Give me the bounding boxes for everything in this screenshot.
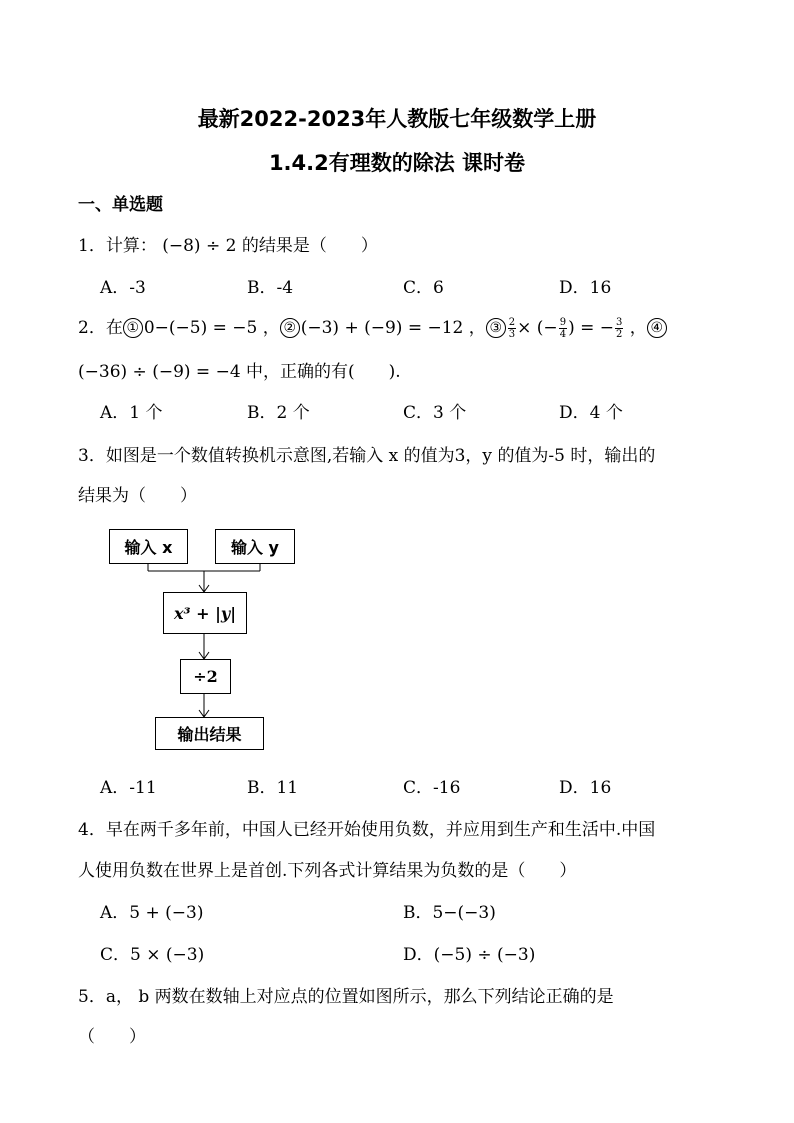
q4-option-c[interactable]: C．5 × (−3) [100,945,205,965]
q2-number: 2． [78,318,106,338]
question-5-line-2: （ ） [78,1027,146,1047]
q2-sep-2: ， [468,318,486,338]
flow-step-divide: ÷2 [180,659,231,694]
fraction-9-4: $\frac{9}{4}$ [559,317,567,340]
q4-option-b[interactable]: B．5−(−3) [403,903,496,923]
flow-input-x: 输入 x [109,529,188,564]
q2-expr-1: 0−(−5) = −5 [143,318,258,338]
q3-option-d[interactable]: D．16 [559,778,612,798]
q2-sep-1: ， [262,318,280,338]
q1-expression: (−8) ÷ 2 [162,236,237,256]
q2-option-b[interactable]: B．2 个 [247,403,310,423]
question-3-line-2: 结果为（ ） [78,486,197,506]
q2-sep-3: ， [629,318,647,338]
circled-2: ② [280,318,300,338]
fraction-3-2: $\frac{3}{2}$ [616,317,623,340]
flow-step-cube-abs: x³ + |y| [163,592,247,634]
circled-1: ① [123,318,143,338]
q1-option-a[interactable]: A．-3 [100,278,146,298]
q2-expr-4: (−36) ÷ (−9) = −4 [78,362,241,382]
question-3-line-1: 3．如图是一个数值转换机示意图,若输入 x 的值为3，y 的值为-5 时，输出的 [78,446,656,466]
flow-output: 输出结果 [155,717,264,750]
q2-prefix: 在 [105,318,123,338]
question-5-line-1: 5．a， b 两数在数轴上对应点的位置如图所示，那么下列结论正确的是 [78,987,614,1007]
flow-input-y: 输入 y [215,529,295,564]
q1-prefix: 计算： [105,236,157,256]
title-line-1: 最新2022-2023年人教版七年级数学上册 [197,107,597,131]
q1-option-b[interactable]: B．-4 [247,278,294,298]
q2-option-c[interactable]: C．3 个 [403,403,467,423]
q4-option-a[interactable]: A．5 + (−3) [100,903,204,923]
q3-option-c[interactable]: C．-16 [403,778,461,798]
q2-option-a[interactable]: A．1 个 [100,403,163,423]
q2-expr-2: (−3) + (−9) = −12 [300,318,464,338]
q1-option-c[interactable]: C．6 [403,278,444,298]
q3-option-a[interactable]: A．-11 [100,778,157,798]
fraction-2-3: $\frac{2}{3}$ [508,317,516,340]
section-heading: 一、单选题 [78,195,163,215]
q2-option-d[interactable]: D．4 个 [559,403,623,423]
question-4-line-2: 人使用负数在世界上是首创.下列各式计算结果为负数的是（ ） [78,861,577,881]
title-line-2: 1.4.2有理数的除法 课时卷 [268,151,526,175]
q2-tail: 中，正确的有( ). [246,362,401,382]
q2-expr-3a: × (− [517,318,558,338]
q4-option-d[interactable]: D．(−5) ÷ (−3) [403,945,536,965]
q3-option-b[interactable]: B．11 [247,778,299,798]
circled-4: ④ [647,318,667,338]
q1-number: 1． [78,236,106,256]
q1-option-d[interactable]: D．16 [559,278,612,298]
q1-suffix: 的结果是（ ） [241,236,378,256]
question-4-line-1: 4．早在两千多年前，中国人已经开始使用负数，并应用到生产和生活中.中国 [78,820,656,840]
q2-expr-3b: ) = − [568,318,614,338]
circled-3: ③ [486,318,506,338]
